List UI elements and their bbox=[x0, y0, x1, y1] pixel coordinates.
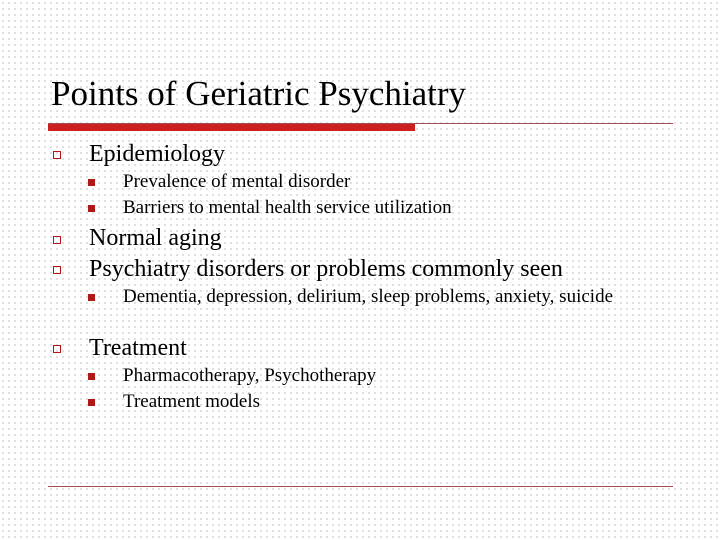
bullet-treatment: Treatment bbox=[89, 335, 187, 361]
filled-square-bullet-icon bbox=[88, 205, 95, 212]
filled-square-bullet-icon bbox=[88, 399, 95, 406]
sub-bullet-barriers: Barriers to mental health service utilization bbox=[123, 197, 452, 218]
hollow-square-bullet-icon bbox=[53, 266, 61, 274]
bullet-psychiatry-disorders: Psychiatry disorders or problems commonly seen bbox=[89, 256, 563, 282]
sub-bullet-pharmacotherapy: Pharmacotherapy, Psychotherapy bbox=[123, 365, 377, 386]
slide-title: Points of Geriatric Psychiatry bbox=[51, 74, 467, 113]
bullet-epidemiology: Epidemiology bbox=[89, 141, 225, 167]
title-accent-bar bbox=[48, 124, 415, 131]
bullet-normal-aging: Normal aging bbox=[89, 225, 222, 251]
hollow-square-bullet-icon bbox=[53, 345, 61, 353]
filled-square-bullet-icon bbox=[88, 373, 95, 380]
sub-bullet-prevalence: Prevalence of mental disorder bbox=[123, 171, 351, 192]
filled-square-bullet-icon bbox=[88, 179, 95, 186]
hollow-square-bullet-icon bbox=[53, 236, 61, 244]
footer-rule bbox=[48, 486, 673, 487]
hollow-square-bullet-icon bbox=[53, 151, 61, 159]
filled-square-bullet-icon bbox=[88, 294, 95, 301]
sub-bullet-treatment-models: Treatment models bbox=[123, 391, 261, 412]
sub-bullet-dementia: Dementia, depression, delirium, sleep problems, anxiety, suicide bbox=[123, 286, 614, 307]
